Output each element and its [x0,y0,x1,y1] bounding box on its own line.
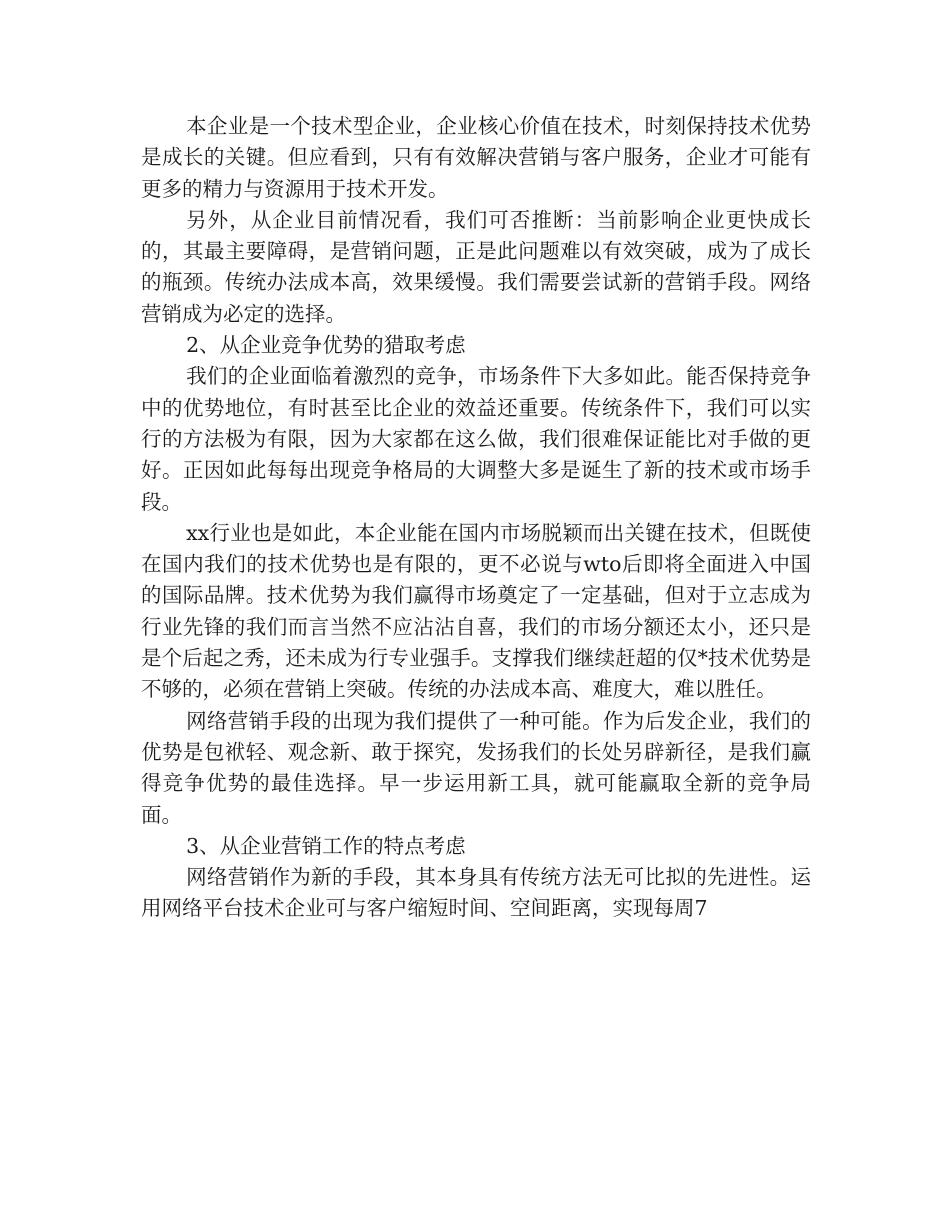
section-heading-marketing-characteristics: 3、从企业营销工作的特点考虑 [186,833,466,858]
paragraph-industry: xx行业也是如此，本企业能在国内市场脱颖而出关键在技术，但既使在国内我们的技术优势也是有限的，更不必说与wto后即将全面进入中国的国际品牌。技术优势为我们赢得市场奠定了一定基础，但对于立志成为行业先锋的我们而言当然不应沾沾自喜，我们的市场分额还太小，还只是是个后起之秀，还未成为行专业强手。支撑我们继续赶超的仅*技术优势是不够的，必须在营销上突破。传统的办法成本高、难度大，难以胜任。 [141,520,811,702]
paragraph-network-marketing-advantages: 网络营销作为新的手段，其本身具有传统方法无可比拟的先进性。运用网络平台技术企业可与客户缩短时间、空间距离，实现每周7 [141,865,811,921]
paragraph-competition: 我们的企业面临着激烈的竞争，市场条件下大多如此。能否保持竞争中的优势地位，有时甚至比企业的效益还重要。传统条件下，我们可以实行的方法极为有限，因为大家都在这么做，我们很难保证能比对手做的更好。正因如此每每出现竞争格局的大调整大多是诞生了新的技术或市场手段。 [141,364,811,514]
document-body [141,111,811,925]
paragraph-network-marketing-opportunity: 网络营销手段的出现为我们提供了一种可能。作为后发企业，我们的优势是包袱轻、观念新、敢于探究，发扬我们的长处另辟新径，是我们赢得竞争优势的最佳选择。早一步运用新工具，就可能赢取全新的竞争局面。 [141,708,811,827]
paragraph-bottleneck: 另外，从企业目前情况看，我们可否推断：当前影响企业更快成长的，其最主要障碍，是营销问题，正是此问题难以有效突破，成为了成长的瓶颈。传统办法成本高，效果缓慢。我们需要尝试新的营销手段。网络营销成为必定的选择。 [141,207,811,326]
section-heading-competitive-advantage: 2、从企业竞争优势的猎取考虑 [186,333,466,358]
paragraph-tech-enterprise: 本企业是一个技术型企业，企业核心价值在技术，时刻保持技术优势是成长的关键。但应看到，只有有效解决营销与客户服务，企业才可能有更多的精力与资源用于技术开发。 [141,114,811,201]
